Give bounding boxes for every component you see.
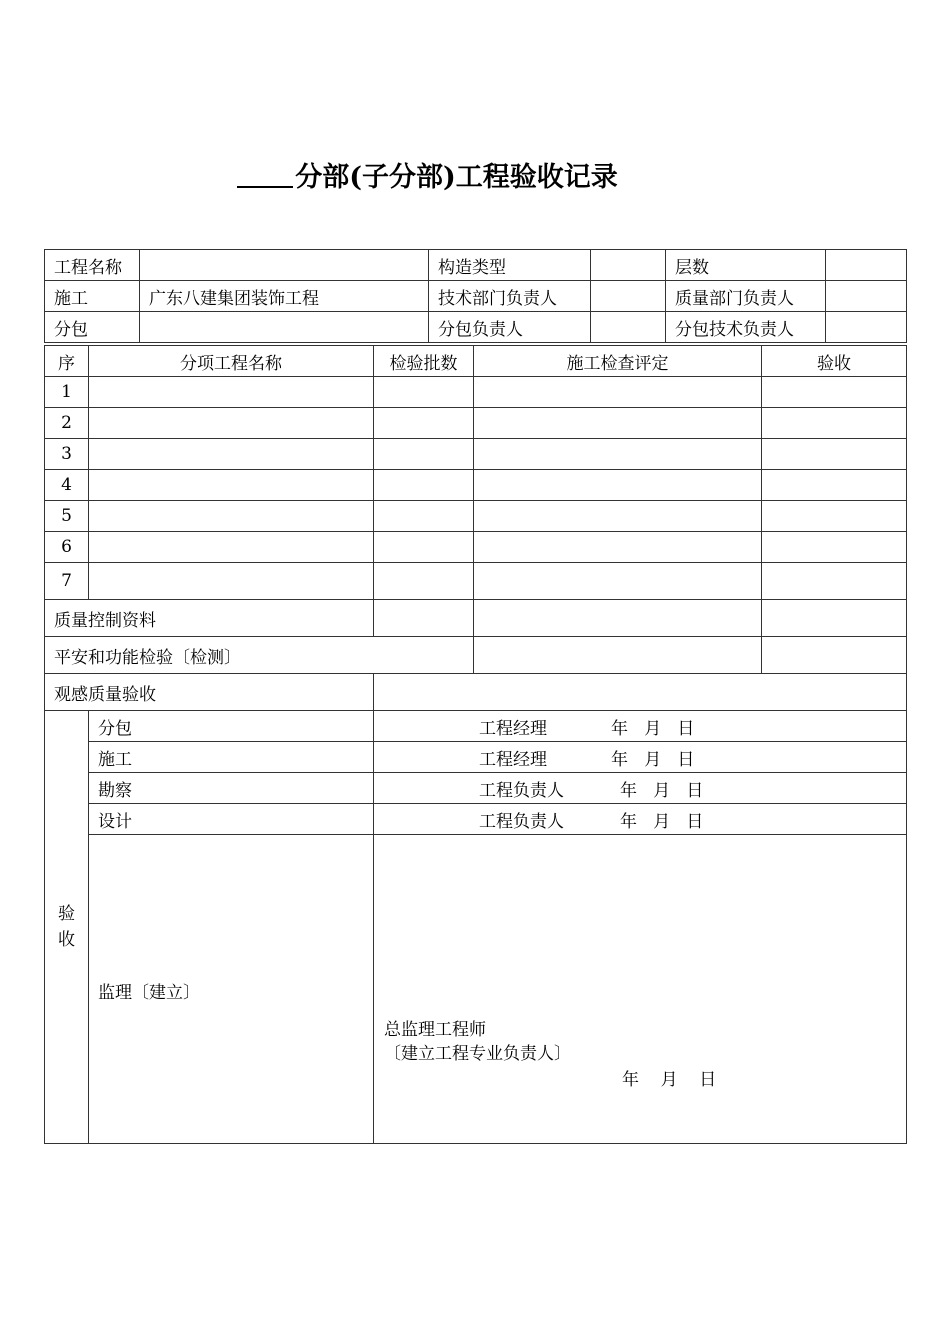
signature-unit: 设计 [89, 804, 374, 835]
subcontractor-label: 分包 [45, 312, 140, 343]
table-row [45, 439, 907, 470]
inspection-cell[interactable] [474, 563, 762, 600]
item-name-cell[interactable] [89, 563, 374, 600]
signature-date: 年 月 日 [620, 811, 704, 832]
quality-docs-inspection-cell[interactable] [474, 600, 762, 637]
acceptance-cell[interactable] [762, 439, 907, 470]
batch-count-cell[interactable] [374, 532, 474, 563]
acceptance-cell[interactable] [762, 470, 907, 501]
structure-type-label: 构造类型 [429, 250, 591, 281]
item-name-cell[interactable] [89, 408, 374, 439]
acceptance-cell[interactable] [762, 377, 907, 408]
signature-date: 年 月 日 [620, 780, 704, 801]
batch-count-cell[interactable] [374, 408, 474, 439]
project-name-label: 工程名称 [45, 250, 140, 281]
subcontract-head-field[interactable] [591, 312, 666, 343]
acceptance-cell[interactable] [762, 563, 907, 600]
table-row [45, 563, 907, 600]
signature-row [45, 742, 907, 773]
acceptance-cell[interactable] [762, 408, 907, 439]
signature-role: 工程经理 [479, 749, 547, 770]
signature-date: 年 月 日 [611, 718, 695, 739]
col-header-batch-count: 检验批数 [374, 346, 474, 377]
item-name-cell[interactable] [89, 501, 374, 532]
row-number: 2 [45, 408, 89, 439]
col-header-item-name: 分项工程名称 [89, 346, 374, 377]
quality-docs-row [45, 600, 907, 637]
title-blank-line [237, 160, 293, 188]
batch-count-cell[interactable] [374, 563, 474, 600]
quality-dept-head-field[interactable] [826, 281, 907, 312]
supervision-signature-field[interactable] [374, 835, 907, 1144]
col-header-acceptance: 验收 [762, 346, 907, 377]
items-header-row [45, 346, 907, 377]
item-name-cell[interactable] [89, 470, 374, 501]
safety-test-label: 平安和功能检验〔检测〕 [45, 637, 474, 674]
signature-role: 工程经理 [479, 718, 547, 739]
supervision-row [45, 835, 907, 1144]
acceptance-cell[interactable] [762, 532, 907, 563]
inspection-cell[interactable] [474, 532, 762, 563]
table-row [45, 470, 907, 501]
signature-role: 工程负责人 [479, 811, 564, 832]
items-table [44, 345, 907, 1144]
row-number: 3 [45, 439, 89, 470]
chief-supervisor-label: 总监理工程师 [384, 1020, 486, 1040]
title-text: 分部(子分部)工程验收记录 [295, 162, 618, 193]
signature-row [45, 773, 907, 804]
item-name-cell[interactable] [89, 532, 374, 563]
signature-unit: 勘察 [89, 773, 374, 804]
col-header-inspection: 施工检查评定 [474, 346, 762, 377]
batch-count-cell[interactable] [374, 377, 474, 408]
inspection-cell[interactable] [474, 408, 762, 439]
row-number: 6 [45, 532, 89, 563]
row-number: 5 [45, 501, 89, 532]
safety-test-acceptance-cell[interactable] [762, 637, 907, 674]
page-title [0, 155, 855, 194]
table-row [45, 501, 907, 532]
project-name-field[interactable] [140, 250, 429, 281]
table-row [45, 408, 907, 439]
row-number: 7 [45, 563, 89, 600]
signature-field[interactable] [374, 742, 907, 773]
project-info-table [44, 249, 907, 343]
signature-field[interactable] [374, 804, 907, 835]
item-name-cell[interactable] [89, 377, 374, 408]
subcontract-head-label: 分包负责人 [429, 312, 591, 343]
acceptance-cell[interactable] [762, 501, 907, 532]
project-info-row [45, 250, 907, 281]
safety-test-inspection-cell[interactable] [474, 637, 762, 674]
acceptance-label-top: 验 [58, 904, 75, 924]
batch-count-cell[interactable] [374, 470, 474, 501]
signature-unit: 施工 [89, 742, 374, 773]
quality-docs-acceptance-cell[interactable] [762, 600, 907, 637]
appearance-label: 观感质量验收 [45, 674, 374, 711]
quality-dept-head-label: 质量部门负责人 [666, 281, 826, 312]
owner-rep-label: 〔建立工程专业负责人〕 [384, 1044, 571, 1064]
inspection-cell[interactable] [474, 470, 762, 501]
acceptance-label-bottom: 收 [58, 930, 75, 950]
quality-docs-label: 质量控制资料 [45, 600, 374, 637]
tech-dept-head-field[interactable] [591, 281, 666, 312]
quality-docs-count-cell[interactable] [374, 600, 474, 637]
floors-label: 层数 [666, 250, 826, 281]
batch-count-cell[interactable] [374, 439, 474, 470]
signature-field[interactable] [374, 773, 907, 804]
structure-type-field[interactable] [591, 250, 666, 281]
project-info-row [45, 281, 907, 312]
table-row [45, 377, 907, 408]
inspection-cell[interactable] [474, 501, 762, 532]
batch-count-cell[interactable] [374, 501, 474, 532]
appearance-result-cell[interactable] [374, 674, 907, 711]
subcontract-tech-head-label: 分包技术负责人 [666, 312, 826, 343]
row-number: 1 [45, 377, 89, 408]
floors-field[interactable] [826, 250, 907, 281]
signature-row [45, 804, 907, 835]
inspection-cell[interactable] [474, 439, 762, 470]
subcontract-tech-head-field[interactable] [826, 312, 907, 343]
supervision-date: 年 月 日 [622, 1070, 717, 1090]
item-name-cell[interactable] [89, 439, 374, 470]
contractor-label: 施工 [45, 281, 140, 312]
subcontractor-field[interactable] [140, 312, 429, 343]
signature-unit: 分包 [89, 711, 374, 742]
safety-test-row [45, 637, 907, 674]
signature-role: 工程负责人 [479, 780, 564, 801]
signature-field[interactable] [374, 711, 907, 742]
table-row [45, 532, 907, 563]
project-info-row [45, 312, 907, 343]
col-header-no: 序 [45, 346, 89, 377]
contractor-field[interactable]: 广东八建集团装饰工程 [140, 281, 429, 312]
tech-dept-head-label: 技术部门负责人 [429, 281, 591, 312]
signature-date: 年 月 日 [611, 749, 695, 770]
supervision-unit [89, 835, 374, 1144]
signature-row [45, 711, 907, 742]
row-number: 4 [45, 470, 89, 501]
appearance-row [45, 674, 907, 711]
acceptance-section-label [45, 711, 89, 1144]
supervision-unit-label: 监理〔建立〕 [98, 982, 200, 1003]
inspection-cell[interactable] [474, 377, 762, 408]
